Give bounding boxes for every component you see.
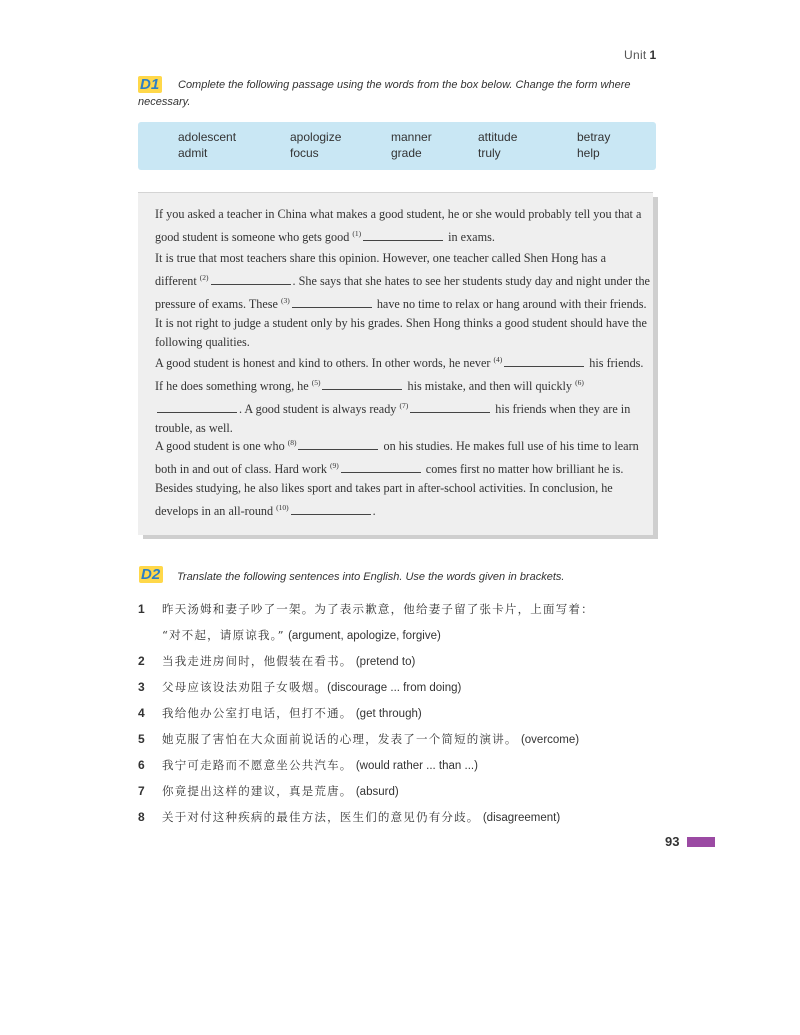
word-item: betray	[577, 130, 611, 144]
blank-number: (7)	[399, 401, 409, 411]
passage-paragraph	[155, 350, 650, 438]
page-accent-bar	[687, 837, 715, 847]
word-item: adolescent	[178, 130, 237, 144]
word-item: help	[577, 146, 600, 160]
item-hint: (get through)	[355, 708, 422, 720]
blank-number: (10)	[276, 503, 289, 513]
passage-text: his mistake, and then will quickly	[407, 379, 573, 394]
passage-text: have no time to relax or hang around with their friends. It is not right to judge a student only by his grades. Shen Hong thinks a good student should have the following qualities.	[155, 297, 647, 350]
exercise-badge-d1: D1	[138, 76, 162, 93]
passage-text: A good student is honest and kind to others. In other words, he never	[155, 356, 491, 371]
answer-blank[interactable]	[322, 379, 402, 390]
passage-text: in exams.	[448, 230, 495, 245]
item-number: 2	[138, 654, 145, 668]
blank-number: (4)	[493, 355, 503, 364]
translation-item	[138, 730, 668, 749]
item-chinese: 你竟提出这样的建议，真是荒唐。	[162, 784, 353, 798]
passage-text: A good student is one who	[155, 439, 285, 454]
item-chinese: 当我走进房间时，他假装在看书。	[162, 654, 353, 668]
item-number: 5	[138, 732, 145, 746]
unit-label: Unit	[624, 48, 647, 62]
translation-item	[138, 808, 668, 827]
translation-item	[138, 756, 668, 775]
word-box	[138, 122, 656, 170]
answer-blank[interactable]	[291, 504, 371, 515]
passage-text: It is true that most teachers share this opinion. However, one teacher called Shen Hong has a different	[155, 251, 606, 289]
item-hint: (discourage ... from doing)	[327, 682, 462, 694]
word-item: apologize	[290, 130, 342, 144]
blank-number: (1)	[352, 229, 362, 238]
passage-text: .	[372, 504, 376, 519]
item-chinese: 父母应该设法劝阻子女吸烟。	[162, 680, 328, 694]
passage-text: comes first no matter how brilliant he is. Besides studying, he also likes sport and takes part in after-school activities. In conclusion, he develops in an all-round	[155, 462, 624, 519]
page-number: 93	[665, 834, 680, 849]
answer-blank[interactable]	[363, 230, 443, 241]
translation-item	[138, 600, 668, 645]
translation-item	[138, 782, 668, 801]
passage-text: If you asked a teacher in China what makes a good student, he or she would probably tell you that a good student is someone who gets good	[155, 207, 642, 245]
passage-text: on his studies. He makes full use of his time to learn both in and out of class. Hard work	[155, 439, 639, 477]
unit-number: 1	[649, 48, 657, 62]
blank-number: (2)	[199, 273, 209, 282]
d2-instruction: Translate the following sentences into English. Use the words given in brackets.	[177, 571, 565, 583]
answer-blank[interactable]	[298, 439, 378, 450]
item-hint: (argument, apologize, forgive)	[288, 630, 441, 642]
answer-blank[interactable]	[410, 402, 490, 413]
blank-number: (5)	[311, 378, 321, 388]
word-item: manner	[391, 130, 432, 144]
word-item: admit	[178, 146, 208, 160]
d1-instruction: Complete the following passage using the words from the box below. Change the form where necessary.	[138, 79, 631, 108]
passage-text: his friends when they are in trouble, as well.	[155, 402, 631, 436]
passage-box	[138, 192, 653, 535]
answer-blank[interactable]	[504, 356, 584, 367]
answer-blank[interactable]	[341, 462, 421, 473]
item-hint: (would rather ... than ...)	[355, 760, 478, 772]
translation-item	[138, 652, 668, 671]
passage-paragraph	[155, 205, 650, 247]
word-item: focus	[290, 146, 319, 160]
item-hint: (overcome)	[520, 734, 580, 746]
answer-blank[interactable]	[292, 297, 372, 308]
blank-number: (9)	[330, 461, 339, 471]
item-chinese: 关于对付这种疾病的最佳方法，医生们的意见仍有分歧。	[162, 810, 480, 824]
item-chinese: 我宁可走路而不愿意坐公共汽车。	[162, 758, 353, 772]
exercise-badge-d2: D2	[139, 566, 163, 583]
passage-text: . She says that she hates to see her students study day and night under the pressure of exams. These	[155, 274, 650, 312]
word-item: grade	[391, 146, 422, 160]
blank-number: (6)	[575, 378, 584, 388]
passage-text: his friends. If he does something wrong, he	[155, 356, 644, 394]
item-chinese: 昨天汤姆和妻子吵了一架。为了表示歉意，他给妻子留了张卡片，上面写着：	[162, 602, 594, 616]
item-number: 7	[138, 784, 145, 798]
word-item: truly	[478, 146, 501, 160]
blank-number: (3)	[281, 296, 290, 306]
item-hint: (absurd)	[355, 786, 399, 798]
item-hint: (pretend to)	[355, 656, 416, 668]
item-chinese: “对不起，请原谅我。”	[162, 628, 285, 642]
word-item: attitude	[478, 130, 518, 144]
passage-paragraph	[155, 249, 650, 352]
item-chinese: 她克服了害怕在大众面前说话的心理，发表了一个简短的演讲。	[162, 732, 518, 746]
unit-header	[624, 48, 657, 62]
blank-number: (8)	[287, 438, 297, 447]
item-hint: (disagreement)	[482, 812, 561, 824]
passage-paragraph	[155, 433, 650, 521]
item-number: 1	[138, 602, 145, 616]
answer-blank[interactable]	[157, 402, 237, 413]
passage-text: . A good student is always ready	[239, 402, 397, 417]
answer-blank[interactable]	[211, 274, 291, 285]
translation-item	[138, 704, 668, 723]
item-number: 8	[138, 810, 145, 824]
item-number: 3	[138, 680, 145, 694]
item-number: 4	[138, 706, 145, 720]
item-chinese: 我给他办公室打电话，但打不通。	[162, 706, 353, 720]
item-number: 6	[138, 758, 145, 772]
translation-item	[138, 678, 668, 697]
